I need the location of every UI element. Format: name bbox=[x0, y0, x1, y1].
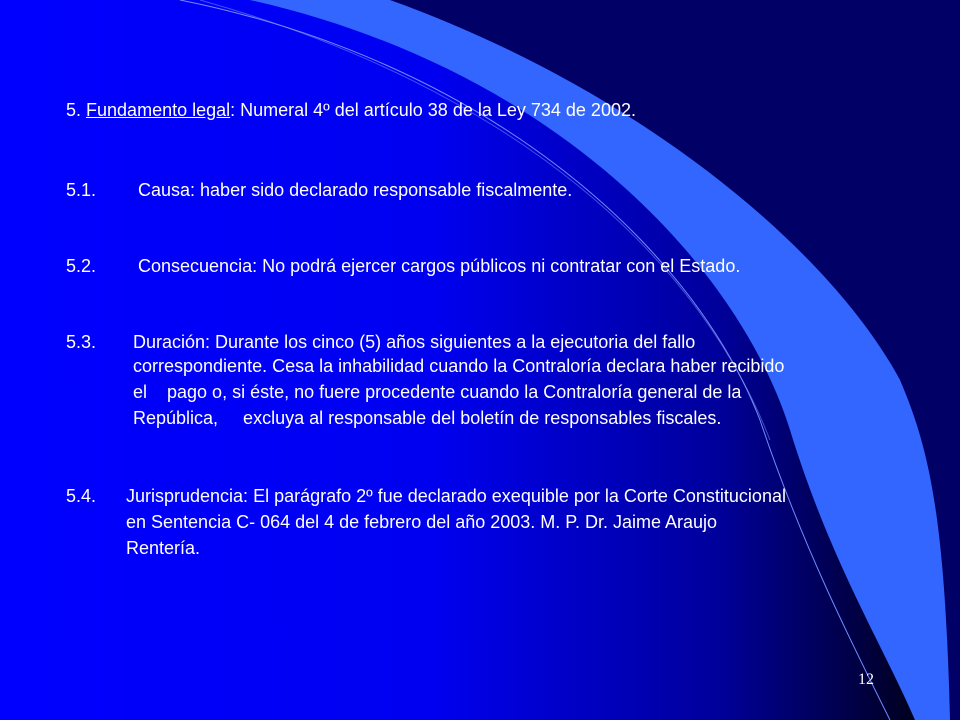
item-5-text: : Numeral 4º del artículo 38 de la Ley 734 de 2002. bbox=[230, 100, 636, 120]
item-54-line-3: Rentería. bbox=[126, 538, 201, 558]
item-54-line-1: Jurisprudencia: El parágrafo 2º fue declarado exequible por la Corte Constitucional bbox=[126, 486, 786, 506]
item-53-number: 5.3. bbox=[66, 332, 97, 352]
item-53-line-2: correspondiente. Cesa la inhabilidad cuando la Contraloría declara haber recibido bbox=[133, 356, 785, 376]
item-5-number: 5. bbox=[66, 100, 82, 120]
item-51-text: Causa: haber sido declarado responsable fiscalmente. bbox=[138, 180, 573, 200]
item-54-line-2: en Sentencia C- 064 del 4 de febrero del año 2003. M. P. Dr. Jaime Araujo bbox=[126, 512, 718, 532]
item-5-line bbox=[66, 98, 636, 122]
item-5-heading: Fundamento legal bbox=[86, 100, 231, 120]
item-53-line-4: República, excluya al responsable del boletín de responsables fiscales. bbox=[133, 408, 722, 428]
page-number: 12 bbox=[858, 671, 874, 688]
item-52-text: Consecuencia: No podrá ejercer cargos públicos ni contratar con el Estado. bbox=[138, 256, 741, 276]
item-53-line-3: el pago o, si éste, no fuere procedente cuando la Contraloría general de la bbox=[133, 382, 742, 402]
item-52-number: 5.2. bbox=[66, 256, 97, 276]
item-53-line-1: Duración: Durante los cinco (5) años siguientes a la ejecutoria del fallo bbox=[133, 332, 696, 352]
item-54-number: 5.4. bbox=[66, 486, 97, 506]
item-51-number: 5.1. bbox=[66, 180, 97, 200]
